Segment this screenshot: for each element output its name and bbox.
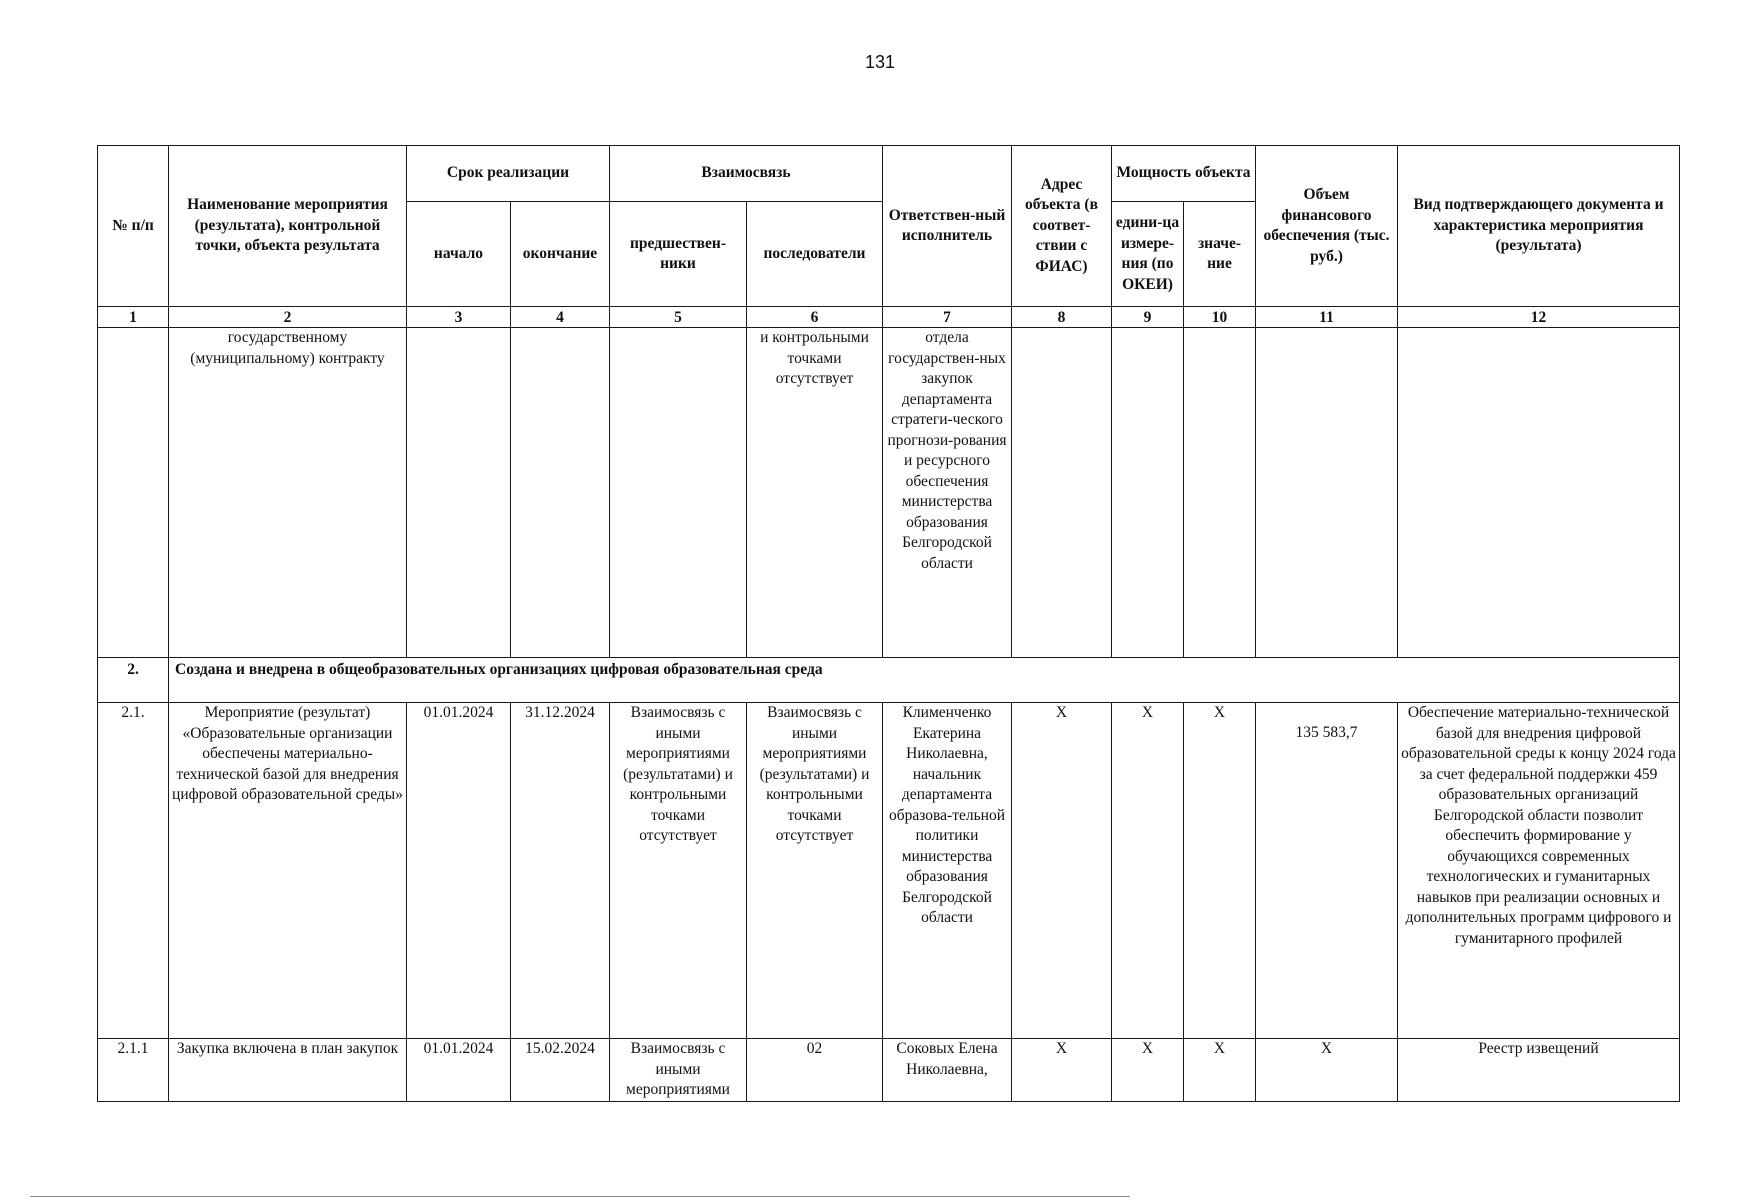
header-row	[98, 146, 1680, 202]
cell-value: X	[1184, 1039, 1256, 1102]
column-number-row	[98, 307, 1680, 328]
cell-pred: Взаимосвязь с иными мероприятиями	[610, 1039, 747, 1102]
column-number: 10	[1184, 307, 1256, 328]
table-row	[98, 1039, 1680, 1102]
cell-num: 2.1.1	[98, 1039, 169, 1102]
cell-funding: X	[1256, 1039, 1398, 1102]
cell-num	[98, 328, 169, 658]
cell-pred	[610, 328, 747, 658]
cell-doc	[1398, 328, 1680, 658]
table-row-section	[98, 658, 1680, 703]
header-name: Наименование мероприятия (результата), контрольной точки, объекта результата	[169, 146, 407, 307]
header-doc-type: Вид подтверждающего документа и характеристика мероприятия (результата)	[1398, 146, 1680, 307]
cell-funding: 135 583,7	[1256, 703, 1398, 1039]
cell-succ: и контрольными точками отсутствует	[747, 328, 883, 658]
column-number: 6	[747, 307, 883, 328]
header-period-end: окончание	[511, 202, 610, 307]
column-number: 1	[98, 307, 169, 328]
header-responsible: Ответствен-ный исполнитель	[883, 146, 1012, 307]
cell-responsible: Соковых Елена Николаевна,	[883, 1039, 1012, 1102]
column-number: 5	[610, 307, 747, 328]
cell-name: Закупка включена в план закупок	[169, 1039, 407, 1102]
cell-start: 01.01.2024	[407, 703, 511, 1039]
header-capacity: Мощность объекта	[1112, 146, 1256, 202]
header-link-succ: последователи	[747, 202, 883, 307]
column-number: 11	[1256, 307, 1398, 328]
cell-end: 15.02.2024	[511, 1039, 610, 1102]
cell-pred: Взаимосвязь с иными мероприятиями (результатами) и контрольными точками отсутствует	[610, 703, 747, 1039]
header-capacity-value: значе-ние	[1184, 202, 1256, 307]
page-edge-rule	[30, 1196, 1130, 1197]
header-capacity-unit: едини-ца измере-ния (по ОКЕИ)	[1112, 202, 1184, 307]
cell-start	[407, 328, 511, 658]
cell-unit: X	[1112, 703, 1184, 1039]
column-number: 2	[169, 307, 407, 328]
column-number: 12	[1398, 307, 1680, 328]
cell-end	[511, 328, 610, 658]
column-number: 9	[1112, 307, 1184, 328]
cell-succ: 02	[747, 1039, 883, 1102]
cell-address	[1012, 328, 1112, 658]
section-num: 2.	[98, 658, 169, 703]
cell-address: X	[1012, 1039, 1112, 1102]
cell-unit: X	[1112, 1039, 1184, 1102]
cell-unit	[1112, 328, 1184, 658]
header-num: № п/п	[98, 146, 169, 307]
column-number: 4	[511, 307, 610, 328]
plan-table	[97, 145, 1680, 1102]
cell-value	[1184, 328, 1256, 658]
section-title: Создана и внедрена в общеобразовательных организациях цифровая образовательная среда	[169, 658, 1680, 703]
cell-funding	[1256, 328, 1398, 658]
cell-end: 31.12.2024	[511, 703, 610, 1039]
column-number: 7	[883, 307, 1012, 328]
header-address: Адрес объекта (в соответ-ствии с ФИАС)	[1012, 146, 1112, 307]
table-row	[98, 703, 1680, 1039]
column-number: 3	[407, 307, 511, 328]
cell-start: 01.01.2024	[407, 1039, 511, 1102]
cell-name: государственному (муниципальному) контракту	[169, 328, 407, 658]
cell-responsible: отдела государствен-ных закупок департамента стратеги-ческого прогнози-рования и ресурсного обеспечения министерства образования Белгородской области	[883, 328, 1012, 658]
cell-address: X	[1012, 703, 1112, 1039]
cell-num: 2.1.	[98, 703, 169, 1039]
header-period: Срок реализации	[407, 146, 610, 202]
cell-name: Мероприятие (результат) «Образовательные организации обеспечены материально-технической базой для внедрения цифровой образовательной среды»	[169, 703, 407, 1039]
header-period-start: начало	[407, 202, 511, 307]
column-number: 8	[1012, 307, 1112, 328]
header-link-pred: предшествен-ники	[610, 202, 747, 307]
header-link: Взаимосвязь	[610, 146, 883, 202]
cell-doc: Реестр извещений	[1398, 1039, 1680, 1102]
cell-value: X	[1184, 703, 1256, 1039]
cell-responsible: Клименченко Екатерина Николаевна, начальник департамента образова-тельной политики министерства образования Белгородской области	[883, 703, 1012, 1039]
page-number: 131	[864, 52, 896, 72]
cell-doc: Обеспечение материально-технической базой для внедрения цифровой образовательной среды к концу 2024 года за счет федеральной поддержки 459 образовательных организаций Белгородской области позволит обеспечить формирование у обучающихся современных технологических и гуманитарных навыков при реализации основных и дополнительных программ цифрового и гуманитарного профилей	[1398, 703, 1680, 1039]
header-funding: Объем финансового обеспечения (тыс. руб.)	[1256, 146, 1398, 307]
table-row-continuation	[98, 328, 1680, 658]
cell-succ: Взаимосвязь с иными мероприятиями (результатами) и контрольными точками отсутствует	[747, 703, 883, 1039]
